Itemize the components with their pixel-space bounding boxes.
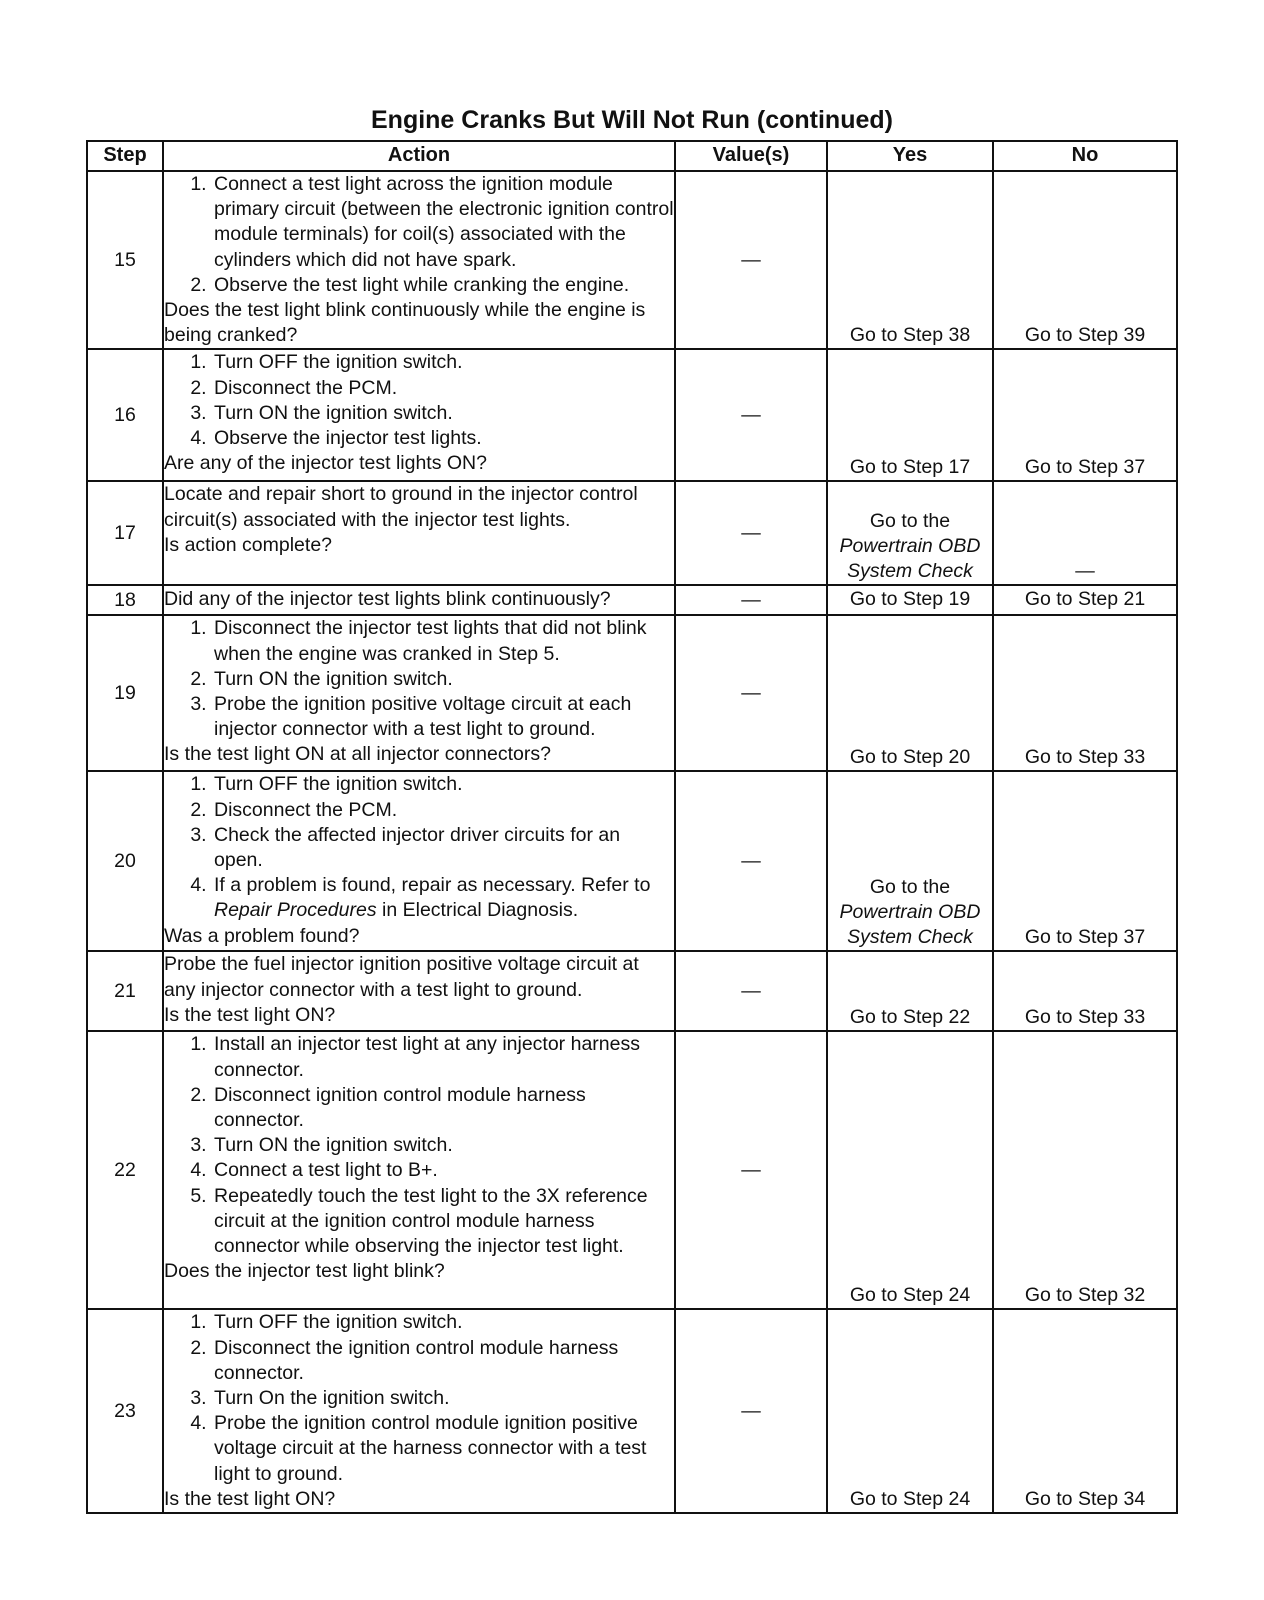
list-item: 4. Connect a test light to B+. xyxy=(212,1158,674,1183)
action-cell xyxy=(163,771,675,951)
value-cell: — xyxy=(675,615,827,771)
table-row xyxy=(87,349,1177,481)
yes-cell xyxy=(827,481,993,585)
value-cell: — xyxy=(675,1031,827,1309)
action-cell xyxy=(163,585,675,615)
list-item: 2. Observe the test light while cranking the engine. xyxy=(212,273,674,298)
step-number: 16 xyxy=(87,349,163,481)
page-title: Engine Cranks But Will Not Run (continued) xyxy=(371,106,893,134)
list-item: 1. Turn OFF the ignition switch. xyxy=(212,1310,674,1335)
yes-line: Powertrain OBD xyxy=(839,535,981,558)
header-action: Action xyxy=(163,141,675,171)
table-row xyxy=(87,615,1177,771)
no-cell: Go to Step 37 xyxy=(993,771,1177,951)
yes-line: Go to the xyxy=(869,509,951,532)
step-number: 22 xyxy=(87,1031,163,1309)
yes-cell: Go to Step 20 xyxy=(827,615,993,771)
table-row xyxy=(87,771,1177,951)
value-cell: — xyxy=(675,585,827,615)
value-cell: — xyxy=(675,171,827,349)
action-question: Was a problem found? xyxy=(164,924,360,947)
action-list xyxy=(164,1310,674,1486)
action-list xyxy=(164,350,674,451)
item-text: in Electrical Diagnosis. xyxy=(376,899,579,922)
action-list xyxy=(164,616,674,742)
list-item: 2. Disconnect the PCM. xyxy=(212,376,674,401)
action-question: Is action complete? xyxy=(164,533,333,556)
no-cell: Go to Step 33 xyxy=(993,951,1177,1031)
yes-cell: Go to Step 24 xyxy=(827,1309,993,1513)
action-text: Locate and repair short to ground in the injector control circuit(s) associated with the injector test lights. xyxy=(164,483,638,531)
list-item: 3. Probe the ignition positive voltage circuit at each injector connector with a test light to ground. xyxy=(212,692,674,742)
action-question: Is the test light ON? xyxy=(164,1003,336,1026)
no-cell: Go to Step 34 xyxy=(993,1309,1177,1513)
action-question: Is the test light ON? xyxy=(164,1487,336,1510)
table-row xyxy=(87,171,1177,349)
header-step: Step xyxy=(87,141,163,171)
action-question: Are any of the injector test lights ON? xyxy=(164,452,487,475)
header-row xyxy=(87,141,1177,171)
action-question: Does the injector test light blink? xyxy=(164,1260,445,1283)
action-list xyxy=(164,172,674,298)
list-item: 2. Disconnect the ignition control module harness connector. xyxy=(212,1336,674,1386)
list-item xyxy=(212,873,674,923)
yes-line: System Check xyxy=(847,926,973,949)
table-row xyxy=(87,481,1177,585)
table-row xyxy=(87,1309,1177,1513)
list-item: 2. Disconnect ignition control module harness connector. xyxy=(212,1083,674,1133)
step-number: 20 xyxy=(87,771,163,951)
no-cell: Go to Step 21 xyxy=(993,585,1177,615)
step-number: 17 xyxy=(87,481,163,585)
list-item: 1. Turn OFF the ignition switch. xyxy=(212,350,674,375)
action-cell xyxy=(163,1309,675,1513)
yes-cell xyxy=(827,771,993,951)
step-number: 18 xyxy=(87,585,163,615)
list-item: 3. Turn ON the ignition switch. xyxy=(212,1133,674,1158)
action-cell xyxy=(163,615,675,771)
action-question: Does the test light blink continuously while the engine is being cranked? xyxy=(164,299,646,347)
header-values: Value(s) xyxy=(675,141,827,171)
table-row xyxy=(87,1031,1177,1309)
step-number: 19 xyxy=(87,615,163,771)
diagnostic-table xyxy=(86,140,1178,1514)
value-cell: — xyxy=(675,349,827,481)
list-item: 1. Turn OFF the ignition switch. xyxy=(212,772,674,797)
yes-cell: Go to Step 24 xyxy=(827,1031,993,1309)
yes-line: System Check xyxy=(847,560,973,583)
value-cell: — xyxy=(675,1309,827,1513)
action-cell xyxy=(163,1031,675,1309)
no-cell: — xyxy=(993,481,1177,585)
no-cell: Go to Step 39 xyxy=(993,171,1177,349)
action-question: Did any of the injector test lights blink continuously? xyxy=(164,588,611,611)
list-item: 3. Turn ON the ignition switch. xyxy=(212,401,674,426)
list-item: 3. Turn On the ignition switch. xyxy=(212,1386,674,1411)
table-row xyxy=(87,951,1177,1031)
yes-cell: Go to Step 17 xyxy=(827,349,993,481)
yes-line: Go to the xyxy=(869,875,951,898)
list-item: 2. Disconnect the PCM. xyxy=(212,798,674,823)
value-cell: — xyxy=(675,481,827,585)
value-cell: — xyxy=(675,771,827,951)
list-item: 1. Disconnect the injector test lights that did not blink when the engine was cranked in Step 5. xyxy=(212,616,674,666)
repair-procedures-reference: Repair Procedures xyxy=(214,899,377,922)
action-cell xyxy=(163,951,675,1031)
value-cell: — xyxy=(675,951,827,1031)
list-item: 1. Install an injector test light at any injector harness connector. xyxy=(212,1032,674,1082)
header-no: No xyxy=(993,141,1177,171)
step-number: 15 xyxy=(87,171,163,349)
header-yes: Yes xyxy=(827,141,993,171)
step-number: 21 xyxy=(87,951,163,1031)
step-number: 23 xyxy=(87,1309,163,1513)
list-item: 4. Observe the injector test lights. xyxy=(212,426,674,451)
no-cell: Go to Step 37 xyxy=(993,349,1177,481)
action-list xyxy=(164,772,674,923)
action-text: Probe the fuel injector ignition positive voltage circuit at any injector connector with a test light to ground. xyxy=(164,953,639,1001)
table-row xyxy=(87,585,1177,615)
action-cell xyxy=(163,349,675,481)
item-text: If a problem is found, repair as necessary. Refer to xyxy=(214,874,651,897)
yes-line: Powertrain OBD xyxy=(839,901,981,924)
list-item: 3. Check the affected injector driver circuits for an open. xyxy=(212,823,674,873)
list-item: 5. Repeatedly touch the test light to the 3X reference circuit at the ignition control module harness connector while observing the injector test light. xyxy=(212,1184,674,1260)
action-cell xyxy=(163,481,675,585)
list-item: 2. Turn ON the ignition switch. xyxy=(212,667,674,692)
list-item: 4. Probe the ignition control module ignition positive voltage circuit at the harness connector with a test light to ground. xyxy=(212,1411,674,1487)
yes-cell: Go to Step 22 xyxy=(827,951,993,1031)
yes-cell: Go to Step 38 xyxy=(827,171,993,349)
no-cell: Go to Step 32 xyxy=(993,1031,1177,1309)
action-question: Is the test light ON at all injector connectors? xyxy=(164,743,551,766)
action-cell xyxy=(163,171,675,349)
yes-cell: Go to Step 19 xyxy=(827,585,993,615)
list-item: 1. Connect a test light across the ignition module primary circuit (between the electronic ignition control module terminals) for coil(s) associated with the cylinders which did not have spark. xyxy=(212,172,674,273)
no-cell: Go to Step 33 xyxy=(993,615,1177,771)
action-list xyxy=(164,1032,674,1259)
